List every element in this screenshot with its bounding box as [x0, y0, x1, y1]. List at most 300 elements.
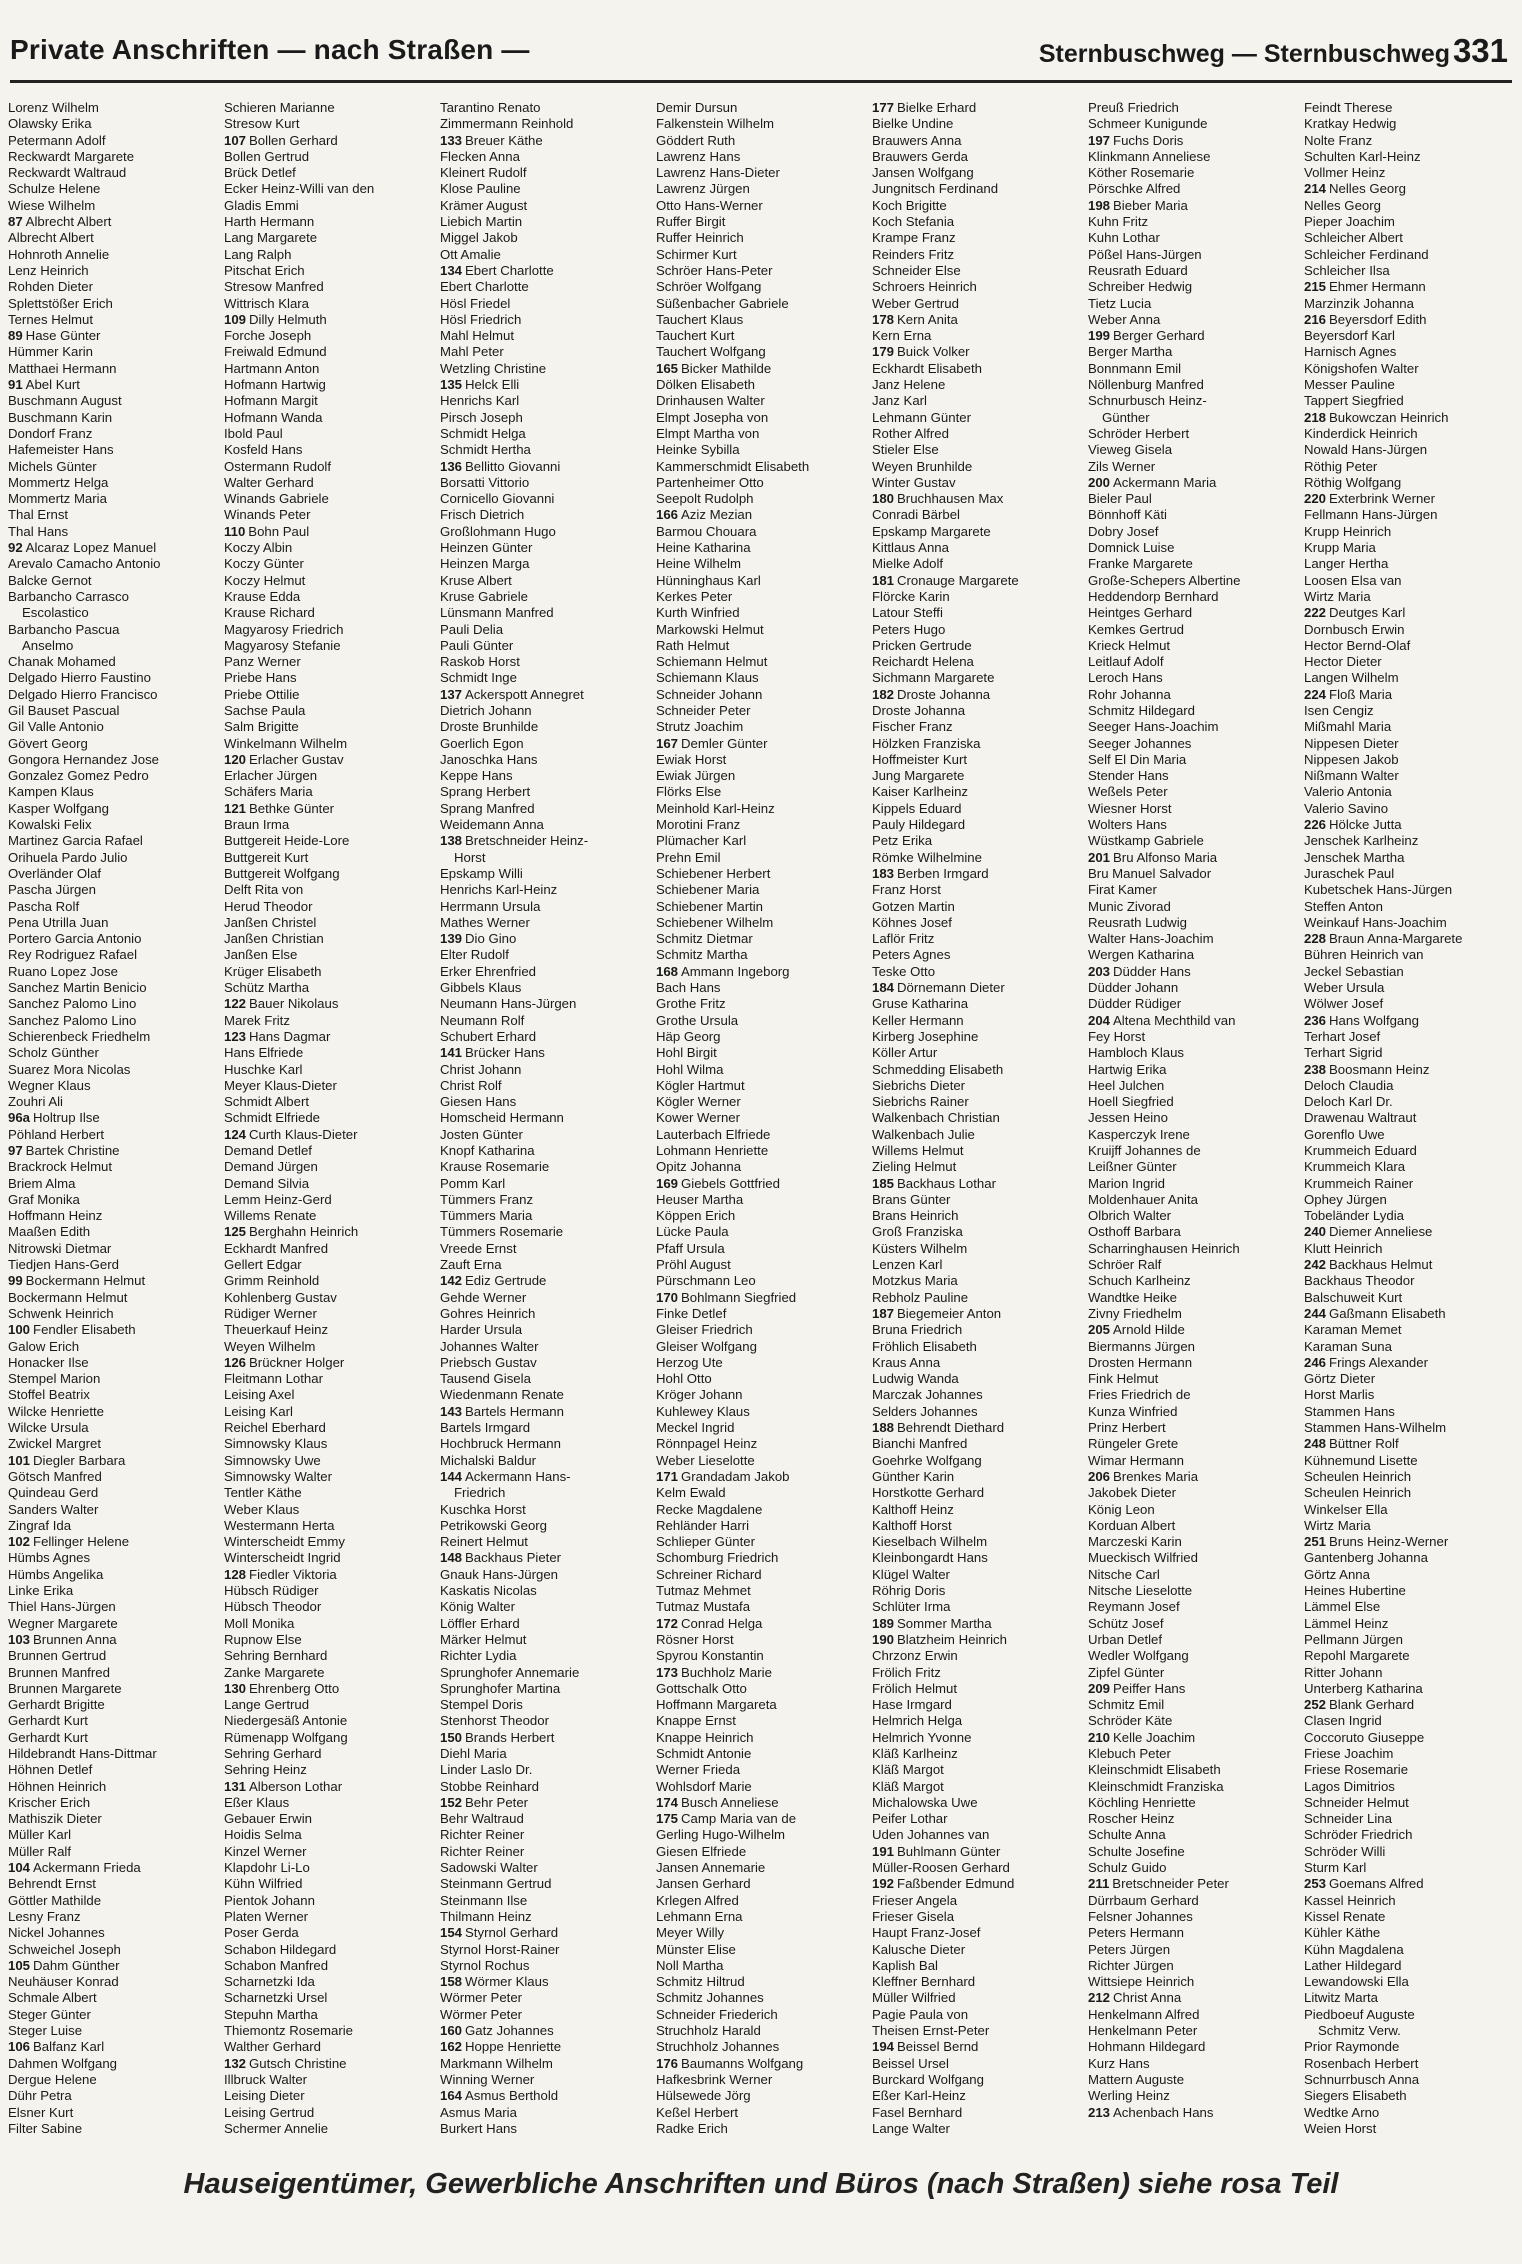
directory-entry: [8, 1779, 220, 1795]
house-number: 201: [1088, 849, 1111, 865]
resident-name: Diehl Maria: [440, 1745, 507, 1761]
directory-entry: [1304, 1257, 1516, 1273]
resident-name: Krummeich Rainer: [1304, 1175, 1414, 1191]
resident-name: Sprunghofer Martina: [440, 1680, 561, 1696]
directory-entry: [656, 2088, 868, 2104]
resident-name: Kleffner Bernhard: [872, 1974, 976, 1990]
resident-name: Giesen Hans: [440, 1094, 517, 1110]
resident-name: Tauchert Wolfgang: [656, 344, 766, 360]
directory-entry: [440, 687, 652, 703]
resident-name: Wergen Katharina: [1088, 947, 1195, 963]
directory-entry: [872, 670, 1084, 686]
resident-name: Beyersdorf Edith: [1329, 311, 1427, 327]
resident-name: Loosen Elsa van: [1304, 572, 1402, 588]
resident-name: Epskamp Willi: [440, 865, 523, 881]
directory-entry: [656, 393, 868, 409]
directory-entry: [872, 1176, 1084, 1192]
directory-entry: [872, 703, 1084, 719]
directory-entry: [656, 1958, 868, 1974]
resident-name: Schreiber Hedwig: [1088, 279, 1193, 295]
resident-name: Hofmann Wanda: [224, 409, 323, 425]
directory-entry: [224, 719, 436, 735]
directory-entry: [224, 947, 436, 963]
resident-name: Henkelmann Peter: [1088, 2023, 1198, 2039]
directory-entry: [1304, 442, 1516, 458]
directory-entry: [1304, 784, 1516, 800]
directory-entry: [656, 1062, 868, 1078]
directory-entry: [872, 442, 1084, 458]
resident-name: Märker Helmut: [440, 1631, 527, 1647]
resident-name: Küsters Wilhelm: [872, 1240, 968, 1256]
directory-entry: [224, 2088, 436, 2104]
resident-name: Scharringhausen Heinrich: [1088, 1240, 1240, 1256]
resident-name: Schwenk Heinrich: [8, 1305, 114, 1321]
directory-entry: [1304, 1616, 1516, 1632]
resident-name: Zipfel Günter: [1088, 1664, 1165, 1680]
resident-name: Bicker Mathilde: [681, 360, 772, 376]
resident-name: Stempel Marion: [8, 1371, 101, 1387]
directory-entry: [440, 605, 652, 621]
directory-entry: [656, 410, 868, 426]
resident-name: Thiel Hans-Jürgen: [8, 1599, 116, 1615]
resident-name: Demler Günter: [681, 735, 768, 751]
directory-entry: [440, 442, 652, 458]
directory-entry: [656, 2039, 868, 2055]
directory-entry: [1088, 1550, 1300, 1566]
directory-entry: [656, 1241, 868, 1257]
directory-entry: [872, 361, 1084, 377]
directory-entry: [1088, 638, 1300, 654]
resident-name: Meyer Willy: [656, 1925, 725, 1941]
directory-entry: [440, 947, 652, 963]
house-number: 175: [656, 1811, 679, 1827]
directory-entry: [656, 1387, 868, 1403]
resident-name: Kläß Margot: [872, 1762, 944, 1778]
directory-entry: [224, 964, 436, 980]
directory-entry: [1304, 279, 1516, 295]
resident-name: Zouhri Ali: [8, 1094, 63, 1110]
directory-entry: [872, 899, 1084, 915]
resident-name: Sprang Manfred: [440, 800, 535, 816]
directory-entry: [8, 1404, 220, 1420]
directory-entry: [1304, 312, 1516, 328]
directory-entry: [1304, 459, 1516, 475]
directory-entry: [1304, 2023, 1516, 2039]
directory-entry: [1304, 2007, 1516, 2023]
directory-entry: [872, 1909, 1084, 1925]
resident-name: Nitsche Carl: [1088, 1566, 1160, 1582]
house-number: 143: [440, 1403, 463, 1419]
resident-name: Frieser Gisela: [872, 1908, 955, 1924]
directory-entry: [656, 670, 868, 686]
directory-entry: [440, 475, 652, 491]
resident-name: Horst Marlis: [1304, 1387, 1375, 1403]
resident-name: Eckhardt Manfred: [224, 1240, 329, 1256]
resident-name: Sturm Karl: [1304, 1860, 1367, 1876]
directory-entry: [656, 1844, 868, 1860]
directory-entry: [1304, 556, 1516, 572]
directory-entry: [872, 817, 1084, 833]
directory-entry: [1088, 556, 1300, 572]
directory-entry: [8, 1648, 220, 1664]
directory-entry: [872, 1762, 1084, 1778]
resident-name: Kieselbach Wilhelm: [872, 1534, 988, 1550]
resident-name: Rath Helmut: [656, 637, 730, 653]
resident-name: Rupnow Else: [224, 1631, 302, 1647]
directory-entry: [224, 1013, 436, 1029]
directory-entry: [440, 1583, 652, 1599]
directory-entry: [1088, 1322, 1300, 1338]
resident-name: Kratkay Hedwig: [1304, 116, 1397, 132]
resident-name: Goerlich Egon: [440, 735, 524, 751]
directory-entry: [1088, 573, 1300, 589]
directory-entry: [656, 181, 868, 197]
resident-name: Gaßmann Elisabeth: [1329, 1305, 1446, 1321]
resident-name: Mueckisch Wilfried: [1088, 1550, 1198, 1566]
resident-name: Königshofen Walter: [1304, 360, 1419, 376]
resident-name: Schneider Peter: [656, 702, 751, 718]
directory-entry: [224, 670, 436, 686]
directory-entry: [224, 100, 436, 116]
resident-name: Günther: [1102, 409, 1150, 425]
directory-entry: [1088, 491, 1300, 507]
resident-name: Pfaff Ursula: [656, 1240, 725, 1256]
directory-entry: [224, 980, 436, 996]
directory-column-3: [440, 100, 652, 2148]
resident-name: Schmidt Elfriede: [224, 1110, 321, 1126]
directory-entry: [1304, 1942, 1516, 1958]
resident-name: Ackermann Frieda: [33, 1860, 141, 1876]
resident-name: Recke Magdalene: [656, 1501, 763, 1517]
resident-name: Kögler Hartmut: [656, 1077, 745, 1093]
directory-entry: [440, 1518, 652, 1534]
house-number: 162: [440, 2039, 463, 2055]
directory-entry: [440, 1616, 652, 1632]
house-number: 198: [1088, 197, 1111, 213]
directory-entry: [872, 1387, 1084, 1403]
directory-entry: [872, 801, 1084, 817]
directory-entry: [8, 736, 220, 752]
directory-entry: [1304, 361, 1516, 377]
resident-name: Nitrowski Dietmar: [8, 1240, 112, 1256]
directory-entry: [1304, 736, 1516, 752]
resident-name: Gerhardt Kurt: [8, 1713, 88, 1729]
resident-name: Kinderdick Heinrich: [1304, 425, 1418, 441]
resident-name: Juraschek Paul: [1304, 865, 1395, 881]
directory-entry: [1304, 263, 1516, 279]
resident-name: Ackermann Hans-: [465, 1468, 571, 1484]
resident-name: Pientok Johann: [224, 1892, 315, 1908]
resident-name: Weber Klaus: [224, 1501, 300, 1517]
directory-entry: [656, 2056, 868, 2072]
resident-name: Schröder Willi: [1304, 1843, 1386, 1859]
resident-name: Backhaus Pieter: [465, 1550, 562, 1566]
directory-entry: [224, 524, 436, 540]
directory-entry: [656, 1811, 868, 1827]
directory-entry: [1088, 1469, 1300, 1485]
resident-name: Steinmann Gertrud: [440, 1876, 552, 1892]
resident-name: Gutsch Christine: [249, 2055, 347, 2071]
directory-entry: [656, 165, 868, 181]
directory-entry: [8, 1599, 220, 1615]
directory-entry: [8, 1827, 220, 1843]
resident-name: Richter Lydia: [440, 1648, 517, 1664]
directory-entry: [224, 1485, 436, 1501]
directory-entry: [872, 491, 1084, 507]
directory-entry: [440, 1322, 652, 1338]
house-number: 103: [8, 1631, 31, 1647]
resident-name: Winkelser Ella: [1304, 1501, 1388, 1517]
resident-name: Bockermann Helmut: [8, 1289, 128, 1305]
directory-entry: [872, 100, 1084, 116]
resident-name: Bruns Heinz-Werner: [1329, 1534, 1449, 1550]
directory-entry: [224, 230, 436, 246]
resident-name: Kippels Eduard: [872, 800, 962, 816]
house-number: 131: [224, 1778, 247, 1794]
resident-name: Arnold Hilde: [1113, 1322, 1185, 1338]
directory-entry: [872, 181, 1084, 197]
directory-entry: [1088, 1893, 1300, 1909]
resident-name: Mathiszik Dieter: [8, 1811, 102, 1827]
resident-name: Winning Werner: [440, 2071, 535, 2087]
resident-name: Schmitz Dietmar: [656, 931, 753, 947]
directory-entry: [224, 1958, 436, 1974]
directory-entry: [440, 589, 652, 605]
house-number: 215: [1304, 279, 1327, 295]
directory-entry: [656, 116, 868, 132]
directory-entry: [224, 1176, 436, 1192]
resident-name: Stammen Hans: [1304, 1403, 1395, 1419]
resident-name: Schiebener Wilhelm: [656, 914, 774, 930]
directory-entry: [224, 1339, 436, 1355]
resident-name: Röthig Wolfgang: [1304, 474, 1402, 490]
resident-name: Droste Johanna: [897, 686, 991, 702]
directory-entry: [1304, 1241, 1516, 1257]
directory-entry: [1088, 507, 1300, 523]
resident-name: Erlacher Jürgen: [224, 768, 318, 784]
resident-name: Kittlaus Anna: [872, 540, 949, 556]
directory-column-5: [872, 100, 1084, 2148]
resident-name: Janz Karl: [872, 393, 927, 409]
directory-entry: [872, 410, 1084, 426]
resident-name: Winterscheidt Emmy: [224, 1534, 345, 1550]
directory-entry: [224, 1844, 436, 1860]
resident-name: Ehrenberg Otto: [249, 1680, 340, 1696]
resident-name: Schröer Hans-Peter: [656, 262, 773, 278]
resident-name: Bach Hans: [656, 980, 721, 996]
resident-name: Pieper Joachim: [1304, 214, 1395, 230]
resident-name: Steffen Anton: [1304, 898, 1383, 914]
directory-entry: [440, 1159, 652, 1175]
resident-name: Kasperczyk Irene: [1088, 1126, 1190, 1142]
resident-name: Berben Irmgard: [897, 865, 989, 881]
directory-entry: [8, 393, 220, 409]
resident-name: Bauer Nikolaus: [249, 996, 339, 1012]
directory-entry: [1088, 2088, 1300, 2104]
directory-entry: [440, 622, 652, 638]
resident-name: Michels Günter: [8, 458, 97, 474]
directory-entry: [1304, 1974, 1516, 1990]
resident-name: Elmpt Josepha von: [656, 409, 769, 425]
directory-entry: [8, 1192, 220, 1208]
resident-name: Homscheid Hermann: [440, 1110, 564, 1126]
directory-entry: [656, 1779, 868, 1795]
directory-entry: [656, 279, 868, 295]
resident-name: Lenzen Karl: [872, 1257, 943, 1273]
directory-entry: [1088, 1502, 1300, 1518]
directory-entry: [440, 556, 652, 572]
directory-entry: [440, 833, 652, 849]
resident-name: Büttner Rolf: [1329, 1436, 1399, 1452]
directory-entry: [440, 1762, 652, 1778]
directory-entry: [872, 2023, 1084, 2039]
directory-entry: [656, 524, 868, 540]
resident-name: Pöhland Herbert: [8, 1126, 105, 1142]
directory-entry: [440, 719, 652, 735]
resident-name: Meckel Ingrid: [656, 1420, 735, 1436]
resident-name: Kühn Magdalena: [1304, 1941, 1404, 1957]
resident-name: Mahl Helmut: [440, 328, 515, 344]
resident-name: Römke Wilhelmine: [872, 849, 982, 865]
directory-entry: [8, 1045, 220, 1061]
directory-entry: [1088, 850, 1300, 866]
resident-name: Schirmer Kurt: [656, 246, 737, 262]
resident-name: Litwitz Marta: [1304, 1990, 1379, 2006]
resident-name: Sanchez Palomo Lino: [8, 1012, 137, 1028]
directory-entry: [1088, 459, 1300, 475]
resident-name: Partenheimer Otto: [656, 474, 764, 490]
directory-entry: [224, 1925, 436, 1941]
house-number: 224: [1304, 686, 1327, 702]
directory-entry: [8, 491, 220, 507]
directory-entry: [656, 589, 868, 605]
directory-entry: [224, 573, 436, 589]
resident-name: Huschke Karl: [224, 1061, 303, 1077]
directory-entry: [8, 1958, 220, 1974]
resident-name: Flecken Anna: [440, 148, 520, 164]
resident-name: Kower Werner: [656, 1110, 741, 1126]
directory-entry: [656, 133, 868, 149]
resident-name: Sommer Martha: [897, 1615, 992, 1631]
directory-entry: [224, 491, 436, 507]
resident-name: Schröer Wolfgang: [656, 279, 762, 295]
resident-name: Rüdiger Werner: [224, 1305, 317, 1321]
house-number: 128: [224, 1566, 247, 1582]
resident-name: Friese Rosemarie: [1304, 1762, 1409, 1778]
resident-name: Düdder Johann: [1088, 980, 1179, 996]
directory-entry: [872, 198, 1084, 214]
directory-entry: [1088, 1567, 1300, 1583]
resident-name: Aziz Mezian: [681, 507, 753, 523]
directory-entry: [8, 1339, 220, 1355]
directory-entry: [224, 1779, 436, 1795]
resident-name: Eßer Karl-Heinz: [872, 2088, 966, 2104]
resident-name: Große-Schepers Albertine: [1088, 572, 1241, 588]
resident-name: Mißmahl Maria: [1304, 719, 1392, 735]
resident-name: Petz Erika: [872, 833, 933, 849]
directory-entry: [224, 1990, 436, 2006]
resident-name: Hoffmann Heinz: [8, 1208, 103, 1224]
resident-name: Ammann Ingeborg: [681, 963, 790, 979]
resident-name: Krummeich Eduard: [1304, 1143, 1417, 1158]
directory-entry: [440, 1387, 652, 1403]
directory-entry: [8, 1550, 220, 1566]
directory-entry: [872, 1583, 1084, 1599]
resident-name: Orihuela Pardo Julio: [8, 849, 128, 865]
page-title: Private Anschriften — nach Straßen —: [10, 34, 530, 65]
resident-name: Markmann Wilhelm: [440, 2055, 553, 2071]
directory-entry: [656, 1469, 868, 1485]
directory-entry: [440, 1909, 652, 1925]
house-number: 87: [8, 214, 23, 230]
resident-name: Motzkus Maria: [872, 1273, 958, 1289]
directory-entry: [872, 1013, 1084, 1029]
house-number: 214: [1304, 181, 1327, 197]
resident-name: Sehring Bernhard: [224, 1648, 328, 1664]
resident-name: Günther Karin: [872, 1468, 955, 1484]
directory-entry: [1304, 2121, 1516, 2137]
house-number: 120: [224, 751, 247, 767]
directory-entry: [1088, 1811, 1300, 1827]
directory-entry: [656, 263, 868, 279]
directory-entry: [872, 312, 1084, 328]
resident-name: Rother Alfred: [872, 425, 949, 441]
directory-entry: [224, 1616, 436, 1632]
directory-entry: [224, 1192, 436, 1208]
directory-entry: [440, 1045, 652, 1061]
resident-name: Jakobek Dieter: [1088, 1485, 1176, 1501]
directory-entry: [872, 1713, 1084, 1729]
resident-name: Stammen Hans-Wilhelm: [1304, 1420, 1447, 1436]
resident-name: Peters Jürgen: [1088, 1941, 1171, 1957]
resident-name: Weyen Wilhelm: [224, 1338, 316, 1354]
resident-name: Flörcke Karin: [872, 588, 950, 604]
directory-entry: [656, 1176, 868, 1192]
resident-name: Frings Alexander: [1329, 1354, 1428, 1370]
directory-entry: [1088, 1306, 1300, 1322]
resident-name: Pomm Karl: [440, 1175, 506, 1191]
directory-entry: [440, 247, 652, 263]
directory-entry: [1088, 752, 1300, 768]
directory-entry: [224, 1420, 436, 1436]
directory-entry: [224, 344, 436, 360]
resident-name: Bartels Irmgard: [440, 1420, 531, 1436]
directory-entry: [440, 230, 652, 246]
resident-name: Kruse Albert: [440, 572, 512, 588]
resident-name: Dölken Elisabeth: [656, 377, 755, 393]
resident-name: Winkelmann Wilhelm: [224, 735, 348, 751]
resident-name: Elsner Kurt: [8, 2104, 74, 2120]
house-number: 133: [440, 132, 463, 148]
resident-name: Jansen Wolfgang: [872, 165, 974, 181]
resident-name: Neumann Rolf: [440, 1012, 525, 1028]
directory-entry: [8, 181, 220, 197]
resident-name: Leising Axel: [224, 1387, 295, 1403]
directory-entry: [1088, 149, 1300, 165]
house-number: 168: [656, 963, 679, 979]
resident-name: Schlieper Günter: [656, 1534, 755, 1550]
resident-name: Cornicello Giovanni: [440, 491, 555, 507]
directory-entry: [1088, 589, 1300, 605]
resident-name: Kuhn Fritz: [1088, 214, 1149, 230]
resident-name: Abel Kurt: [25, 377, 80, 393]
resident-name: Hofmann Hartwig: [224, 377, 326, 393]
directory-entry: [440, 1713, 652, 1729]
resident-name: Gottschalk Otto: [656, 1680, 747, 1696]
house-number: 200: [1088, 474, 1111, 490]
directory-entry: [656, 1208, 868, 1224]
resident-name: Gladis Emmi: [224, 197, 299, 213]
